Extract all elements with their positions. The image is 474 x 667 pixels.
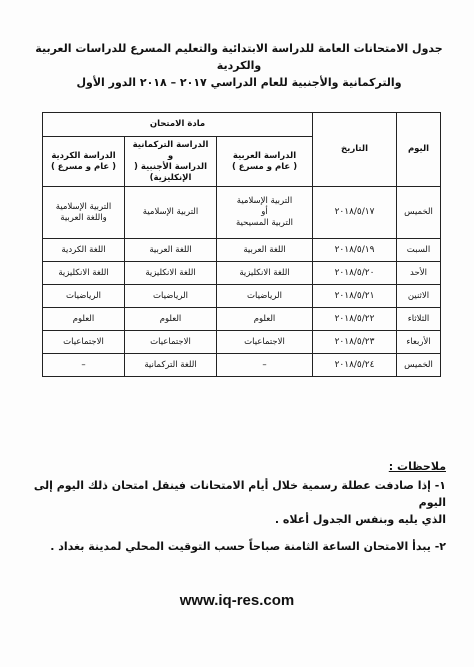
row-arabic: الاجتماعيات	[217, 331, 313, 354]
header-turkmen-label: الدراسة التركمانية	[132, 139, 209, 150]
row-kurdish: –	[43, 354, 125, 377]
row-arabic: اللغة الانكليزية	[217, 262, 313, 285]
header-date: التاريخ	[313, 113, 397, 187]
row-turkmen: الاجتماعيات	[125, 331, 217, 354]
header-kurdish-label: الدراسة الكردية	[51, 150, 116, 161]
row-arabic: الرياضيات	[217, 285, 313, 308]
title-line-2: والتركمانية والأجنبية للعام الدراسي ٢٠١٧ – ٢٠١٨ الدور الأول	[76, 76, 402, 89]
title-line-1: جدول الامتحانات العامة للدراسة الابتدائية والتعليم المسرع للدراسات العربية والكردية	[35, 42, 443, 72]
website-url: www.iq-res.com	[179, 592, 295, 609]
row-day: السبت	[397, 239, 441, 262]
row-kurdish: الرياضيات	[43, 285, 125, 308]
row-kurdish-line: واللغة العربية	[60, 212, 107, 223]
table-row	[43, 239, 441, 262]
row-arabic: اللغة العربية	[217, 239, 313, 262]
row-date: ٢٠١٨/٥/٢٣	[313, 331, 397, 354]
row-date: ٢٠١٨/٥/٢١	[313, 285, 397, 308]
row-turkmen: العلوم	[125, 308, 217, 331]
note-1-line-1: ١- إذا صادفت عطلة رسمية خلال أيام الامتحانات فينقل امتحان ذلك اليوم إلى اليوم	[33, 479, 446, 509]
document-title	[30, 40, 448, 91]
table-row	[43, 354, 441, 377]
exam-schedule-table	[42, 112, 441, 377]
row-kurdish: اللغة الكردية	[43, 239, 125, 262]
row-day: الأحد	[397, 262, 441, 285]
table-row	[43, 262, 441, 285]
table-row	[43, 187, 441, 239]
header-day: اليوم	[397, 113, 441, 187]
note-1-line-2: الذي يليه وبنفس الجدول أعلاه .	[274, 513, 446, 526]
header-foreign-label: الدراسة الأجنبية ( الإنكليزية)	[133, 161, 208, 183]
row-arabic-line: التربية الإسلامية	[236, 196, 293, 206]
row-kurdish: اللغة الانكليزية	[43, 262, 125, 285]
row-turkmen: التربية الإسلامية	[125, 187, 217, 239]
row-kurdish: الاجتماعيات	[43, 331, 125, 354]
row-arabic-line: التربية المسيحية	[236, 218, 294, 228]
note-1	[26, 477, 446, 528]
row-arabic	[217, 187, 313, 239]
header-arabic-label: الدراسة العربية	[232, 150, 297, 161]
row-date: ٢٠١٨/٥/١٩	[313, 239, 397, 262]
row-turkmen: اللغة التركمانية	[125, 354, 217, 377]
header-turkmen-and: و	[167, 150, 174, 161]
note-2: ٢- يبدأ الامتحان الساعة الثامنة صباحاً حسب التوقيت المحلي لمدينة بغداد .	[50, 540, 446, 553]
header-arabic-study	[217, 137, 313, 187]
row-date: ٢٠١٨/٥/٢٢	[313, 308, 397, 331]
row-turkmen: اللغة العربية	[125, 239, 217, 262]
row-turkmen: اللغة الانكليزية	[125, 262, 217, 285]
row-kurdish-line: التربية الإسلامية	[55, 201, 112, 212]
row-day: الخميس	[397, 187, 441, 239]
table-row	[43, 331, 441, 354]
table-row	[43, 285, 441, 308]
header-subject: مادة الامتحان	[43, 113, 313, 137]
row-day: الخميس	[397, 354, 441, 377]
notes-section	[26, 458, 446, 565]
row-turkmen: الرياضيات	[125, 285, 217, 308]
row-arabic: –	[217, 354, 313, 377]
notes-heading: ملاحظات :	[388, 460, 446, 473]
row-day: الأربعاء	[397, 331, 441, 354]
row-date: ٢٠١٨/٥/٢٠	[313, 262, 397, 285]
header-arabic-sub: ( عام و مسرع )	[231, 161, 298, 172]
table-header-row	[43, 113, 441, 137]
row-day: الاثنين	[397, 285, 441, 308]
row-kurdish	[43, 187, 125, 239]
header-kurdish-sub: ( عام و مسرع )	[50, 161, 117, 172]
table-row	[43, 308, 441, 331]
row-kurdish: العلوم	[43, 308, 125, 331]
row-arabic: العلوم	[217, 308, 313, 331]
row-date: ٢٠١٨/٥/٢٤	[313, 354, 397, 377]
row-arabic-line: أو	[261, 207, 268, 217]
header-turkmen-study	[125, 137, 217, 187]
row-day: الثلاثاء	[397, 308, 441, 331]
row-date: ٢٠١٨/٥/١٧	[313, 187, 397, 239]
header-kurdish-study	[43, 137, 125, 187]
